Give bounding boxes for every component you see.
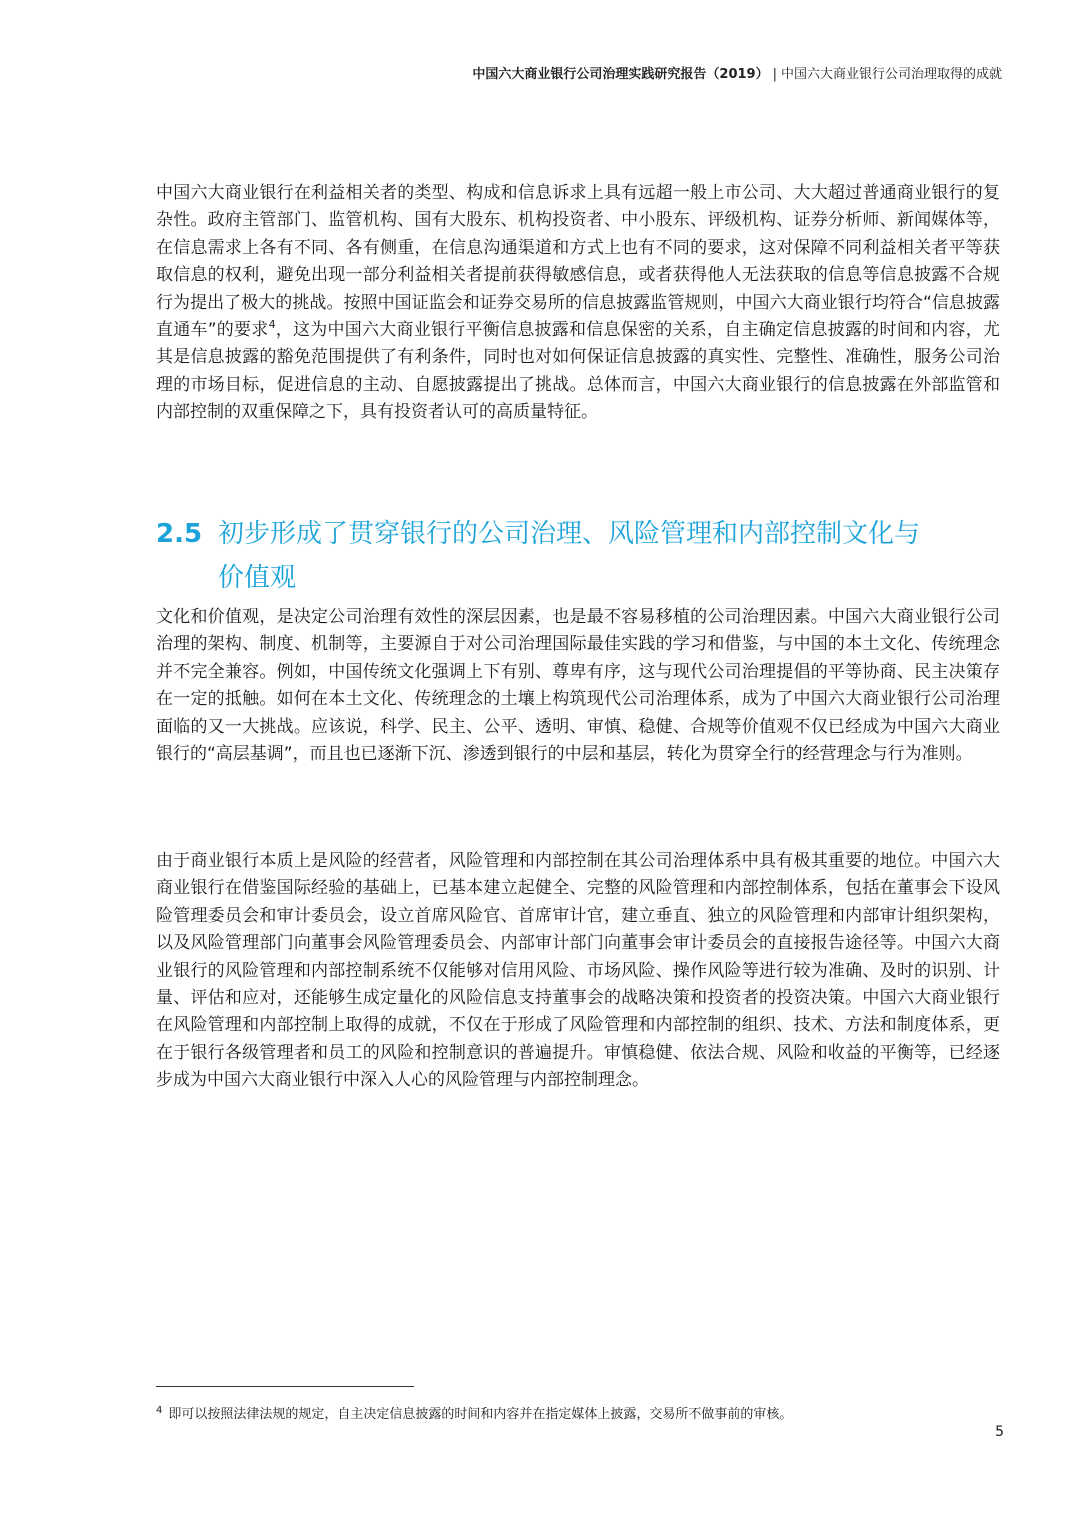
page-number: 5 <box>995 1424 1004 1440</box>
paragraph-disclosure <box>156 180 1000 427</box>
footnote-marker: 4 <box>156 1404 163 1416</box>
footnote-divider <box>156 1386 414 1387</box>
report-title: 中国六大商业银行公司治理实践研究报告（2019） <box>472 67 769 82</box>
chapter-title: 中国六大商业银行公司治理取得的成就 <box>780 67 1002 82</box>
footnote-reference: 4 <box>268 318 276 332</box>
footnote-text: 即可以按照法律法规的规定，自主决定信息披露的时间和内容并在指定媒体上披露，交易所不做事前的审核。 <box>168 1407 793 1422</box>
paragraph-disclosure-text-a: 中国六大商业银行在利益相关者的类型、构成和信息诉求上具有远超一般上市公司、大大超过普通商业银行的复杂性。政府主管部门、监管机构、国有大股东、机构投资者、中小股东、评级机构、证券分析师、新闻媒体等，在信息需求上各有不同、各有侧重，在信息沟通渠道和方式上也有不同的要求，这对保障不同利益相关者平等获取信息的权利，避免出现一部分利益相关者提前获得敏感信息，或者获得他人无法获取的信息等信息披露不合规行为提出了极大的挑战。按照中国证监会和证券交易所的信息披露监管规则，中国六大商业银行均符合“信息披露直通车”的要求 <box>156 183 1000 341</box>
section-heading <box>156 512 1016 600</box>
header-separator: | <box>772 67 777 82</box>
running-header <box>472 63 1002 82</box>
paragraph-culture: 文化和价值观，是决定公司治理有效性的深层因素，也是最不容易移植的公司治理因素。中国六大商业银行公司治理的架构、制度、机制等，主要源自于对公司治理国际最佳实践的学习和借鉴，与中国的本土文化、传统理念并不完全兼容。例如，中国传统文化强调上下有别、尊卑有序，这与现代公司治理提倡的平等协商、民主决策存在一定的抵触。如何在本土文化、传统理念的土壤上构筑现代公司治理体系，成为了中国六大商业银行公司治理面临的又一大挑战。应该说，科学、民主、公平、透明、审慎、稳健、合规等价值观不仅已经成为中国六大商业银行的“高层基调”，而且也已逐渐下沉、渗透到银行的中层和基层，转化为贯穿全行的经营理念与行为准则。 <box>156 607 1000 765</box>
section-number: 2.5 <box>156 519 203 549</box>
section-title-line1: 初步形成了贯穿银行的公司治理、风险管理和内部控制文化与 <box>218 519 921 549</box>
paragraph-disclosure-text-b: ，这为中国六大商业银行平衡信息披露和信息保密的关系，自主确定信息披露的时间和内容，尤其是信息披露的豁免范围提供了有利条件，同时也对如何保证信息披露的真实性、完整性、准确性，服务公司治理的市场目标，促进信息的主动、自愿披露提出了挑战。总体而言，中国六大商业银行的信息披露在外部监管和内部控制的双重保障之下，具有投资者认可的高质量特征。 <box>156 320 1001 423</box>
paragraph-risk: 由于商业银行本质上是风险的经营者，风险管理和内部控制在其公司治理体系中具有极其重要的地位。中国六大商业银行在借鉴国际经验的基础上，已基本建立起健全、完整的风险管理和内部控制体系，包括在董事会下设风险管理委员会和审计委员会，设立首席风险官、首席审计官，建立垂直、独立的风险管理和内部审计组织架构，以及风险管理部门向董事会风险管理委员会、内部审计部门向董事会审计委员会的直接报告途径等。中国六大商业银行的风险管理和内部控制系统不仅能够对信用风险、市场风险、操作风险等进行较为准确、及时的识别、计量、评估和应对，还能够生成定量化的风险信息支持董事会的战略决策和投资者的投资决策。中国六大商业银行在风险管理和内部控制上取得的成就，不仅在于形成了风险管理和内部控制的组织、技术、方法和制度体系，更在于银行各级管理者和员工的风险和控制意识的普遍提升。审慎稳健、依法合规、风险和收益的平衡等，已经逐步成为中国六大商业银行中深入人心的风险管理与内部控制理念。 <box>156 851 1000 1091</box>
footnote <box>156 1403 792 1422</box>
section-title-line2: 价值观 <box>218 563 297 593</box>
